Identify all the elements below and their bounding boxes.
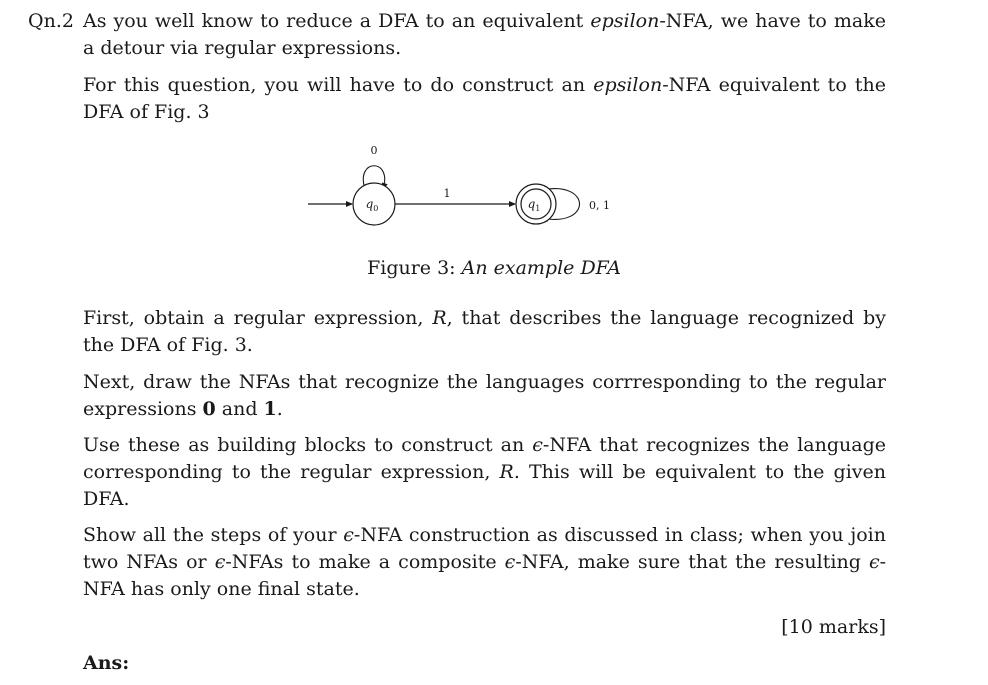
step-nfas-text-1: Next, draw the NFAs that recognize the languages corrresponding to the regular expressions [83,371,886,420]
state-q0-sub: 0 [373,204,379,213]
q0-self-loop-label: 0 [370,144,378,157]
variable-r: R [499,461,514,483]
step-build-text-2: -NFA that recognizes the language corresponding to the regular expression, [83,434,886,483]
question-intro [83,8,886,62]
step-show-text-5: -NFA has only one final state. [83,551,887,600]
epsilon-symbol: ϵ [214,551,226,573]
state-q1-sub: 1 [535,204,541,213]
transition-q0-q1-label: 1 [443,187,451,200]
task-epsilon: epsilon [593,74,663,96]
caption-text: An example DFA [461,257,621,279]
step-show-text-1: Show all the steps of your [83,524,344,546]
step-regex [83,305,886,359]
intro-text-2: -NFA, we have to make a detour via regular expressions. [83,10,886,59]
intro-text-1: As you well know to reduce a DFA to an equivalent [83,10,591,32]
step-show-text-2: -NFA construction as discussed in class; when you join two NFAs or [83,524,886,573]
step-show-text-3: -NFAs to make a composite [225,551,505,573]
intro-epsilon: epsilon [590,10,660,32]
step-nfas-text-2: and [215,398,264,420]
question-number: Qn.2 [28,10,74,32]
variable-r: R [432,307,447,329]
q1-self-loop-label: 0, 1 [589,199,610,212]
state-q0-name: q [365,197,374,211]
figure-caption [0,255,988,282]
task-text-2: -NFA equivalent to the DFA of Fig. 3 [83,74,886,123]
step-show [83,522,886,603]
dfa-figure [300,140,640,245]
regex-zero: 0 [202,398,216,420]
epsilon-symbol: ϵ [868,551,880,573]
task-text-1: For this question, you will have to do construct an [83,74,594,96]
step-regex-text-2: , that describes the language recognized by the DFA of Fig. 3. [83,307,886,356]
marks-label: [10 marks] [781,616,886,638]
step-nfas [83,369,886,423]
step-regex-text-1: First, obtain a regular expression, [83,307,433,329]
caption-label: Figure 3: [367,257,456,279]
question-task [83,72,886,126]
step-build-text-1: Use these as building blocks to construct an [83,434,533,456]
dfa-diagram [300,140,640,245]
state-q1-name: q [527,197,536,211]
step-show-text-4: -NFA, make sure that the resulting [515,551,869,573]
epsilon-symbol: ϵ [532,434,543,456]
epsilon-symbol: ϵ [343,524,354,546]
step-nfas-text-3: . [276,398,283,420]
step-build [83,432,886,513]
answer-label: Ans: [83,652,130,674]
step-build-text-3: . This will be equivalent to the given DFA. [83,461,886,510]
epsilon-symbol: ϵ [504,551,516,573]
regex-one: 1 [263,398,277,420]
